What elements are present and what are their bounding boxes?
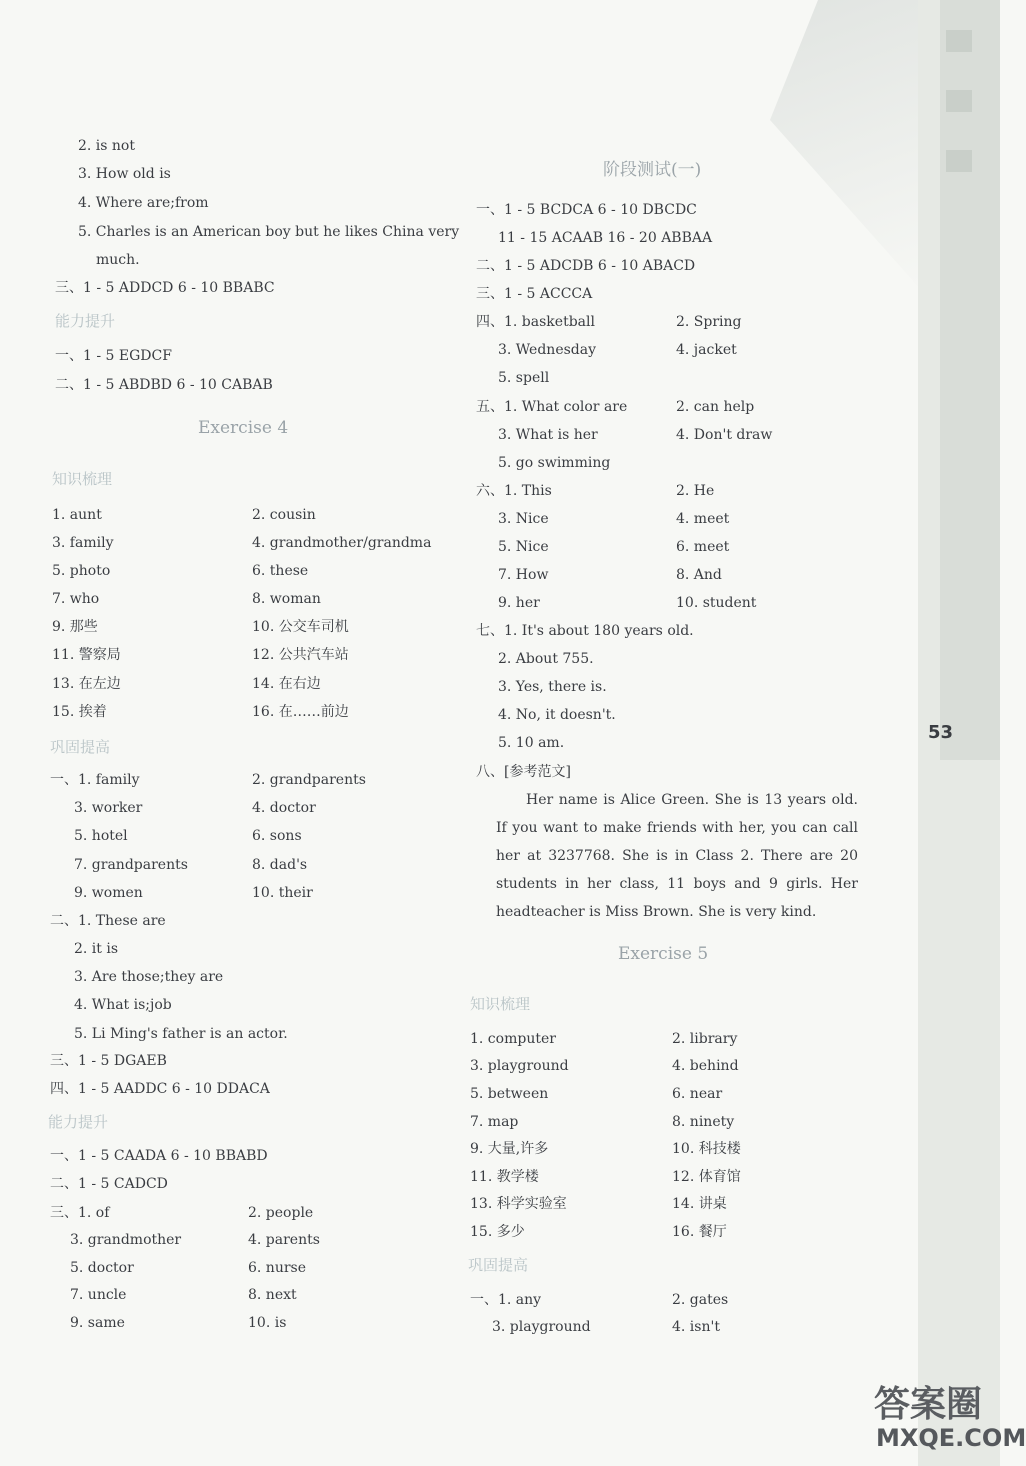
answer-line: 5. spell: [498, 370, 550, 386]
answer-line: 3. Are those;they are: [74, 969, 224, 985]
answer-line: 2. it is: [74, 941, 119, 957]
answer-line: 5. Charles is an American boy but he likes China very: [78, 224, 460, 240]
answer-line: 3. Wednesday: [498, 342, 597, 358]
vocab-item: 10. 科技楼: [672, 1141, 741, 1157]
answer-line: 三、1 - 5 ACCCA: [476, 286, 593, 302]
answer-line: 一、1. any: [470, 1292, 542, 1308]
vocab-item: 3. playground: [470, 1058, 569, 1074]
answer-line: 2. grandparents: [252, 772, 366, 788]
answer-line: 4. Don't draw: [676, 427, 773, 443]
answer-line: 2. He: [676, 483, 715, 499]
answer-line: 8. And: [676, 567, 722, 583]
answer-line: 4. What is;job: [74, 997, 172, 1013]
vocab-item: 2. cousin: [252, 507, 316, 523]
answer-line: 七、1. It's about 180 years old.: [476, 623, 694, 639]
vocab-item: 7. map: [470, 1114, 519, 1130]
section-label: 能力提升: [48, 1113, 109, 1131]
answer-line: 5. go swimming: [498, 455, 611, 471]
stage-test-title: 阶段测试(一): [603, 160, 702, 180]
answer-line: 7. How: [498, 567, 549, 583]
vocab-item: 8. ninety: [672, 1114, 735, 1130]
answer-line: 2. can help: [676, 399, 755, 415]
answer-line: 2. people: [248, 1205, 314, 1221]
answer-line: 4. No, it doesn't.: [498, 707, 616, 723]
vocab-item: 2. library: [672, 1031, 738, 1047]
vocab-item: 16. 餐厅: [672, 1224, 727, 1240]
answer-line: 9. women: [74, 885, 143, 901]
exercise-title: Exercise 4: [198, 418, 289, 438]
vocab-item: 4. grandmother/grandma: [252, 535, 432, 551]
vocab-item: 10. 公交车司机: [252, 619, 349, 635]
vocab-item: 11. 警察局: [52, 647, 121, 663]
answer-line: 9. her: [498, 595, 540, 611]
watermark-url: MXQE.COM: [876, 1424, 1026, 1452]
answer-line: 3. What is her: [498, 427, 598, 443]
vocab-item: 6. near: [672, 1086, 723, 1102]
answer-line: 二、1 - 5 ABDBD 6 - 10 CABAB: [55, 377, 273, 393]
answer-line: 3. How old is: [78, 166, 171, 182]
answer-line: 2. gates: [672, 1292, 729, 1308]
answer-line: 4. doctor: [252, 800, 316, 816]
answer-line: 8. dad's: [252, 857, 308, 873]
vocab-item: 4. behind: [672, 1058, 739, 1074]
answer-line: 2. About 755.: [498, 651, 594, 667]
answer-line: 5. 10 am.: [498, 735, 565, 751]
vocab-item: 7. who: [52, 591, 100, 607]
answer-line: 八、[参考范文]: [476, 764, 571, 780]
sample-essay: Her name is Alice Green. She is 13 years old. If you want to make friends with her, you can call her at 3237768. She is in Class 2. There are 20 students in her class, 11 boys and 9 girls. Her headteacher is Miss Brown. She is very kind.: [496, 792, 858, 920]
answer-line: 4. Where are;from: [78, 195, 209, 211]
answer-line: 三、1 - 5 ADDCD 6 - 10 BBABC: [55, 280, 275, 296]
vocab-item: 8. woman: [252, 591, 321, 607]
vocab-item: 16. 在……前边: [252, 704, 349, 720]
answer-line: 三、1. of: [50, 1205, 110, 1221]
answer-line: 3. playground: [492, 1319, 591, 1335]
vocab-item: 11. 教学楼: [470, 1169, 539, 1185]
answer-line: much.: [96, 252, 140, 268]
answer-line: 2. Spring: [676, 314, 742, 330]
answer-line: 一、1. family: [50, 772, 140, 788]
answer-line: 11 - 15 ACAAB 16 - 20 ABBAA: [498, 230, 713, 246]
answer-line: 10. is: [248, 1315, 287, 1331]
kite-decoration: [770, 0, 930, 300]
vocab-item: 12. 公共汽车站: [252, 647, 349, 663]
answer-line: 5. Li Ming's father is an actor.: [74, 1026, 288, 1042]
answer-line: 4. parents: [248, 1232, 320, 1248]
band-mark: [946, 30, 972, 52]
answer-line: 四、1 - 5 AADDC 6 - 10 DDACA: [50, 1081, 270, 1097]
answer-line: 5. Nice: [498, 539, 549, 555]
answer-line: 7. uncle: [70, 1287, 127, 1303]
exercise-title: Exercise 5: [618, 944, 709, 964]
watermark-logo: 答案圈: [874, 1384, 983, 1425]
vocab-item: 3. family: [52, 535, 114, 551]
answer-line: 二、1 - 5 ADCDB 6 - 10 ABACD: [476, 258, 696, 274]
band-mark: [946, 90, 972, 112]
answer-line: 4. jacket: [676, 342, 737, 358]
answer-line: 五、1. What color are: [476, 399, 628, 415]
answer-line: 二、1. These are: [50, 913, 166, 929]
vocab-item: 14. 讲桌: [672, 1196, 727, 1212]
answer-line: 四、1. basketball: [476, 314, 595, 330]
answer-line: 一、1 - 5 BCDCA 6 - 10 DBCDC: [476, 202, 697, 218]
answer-line: 二、1 - 5 CADCD: [50, 1176, 168, 1192]
answer-line: 4. meet: [676, 511, 730, 527]
answer-line: 三、1 - 5 DGAEB: [50, 1053, 167, 1069]
section-label: 巩固提高: [468, 1256, 529, 1274]
answer-line: 一、1 - 5 EGDCF: [55, 348, 172, 364]
answer-line: 3. grandmother: [70, 1232, 182, 1248]
answer-line: 7. grandparents: [74, 857, 188, 873]
vocab-item: 15. 多少: [470, 1224, 525, 1240]
vocab-item: 13. 科学实验室: [470, 1196, 567, 1212]
answer-line: 3. worker: [74, 800, 143, 816]
answer-line: 六、1. This: [476, 483, 552, 499]
answer-line: 5. doctor: [70, 1260, 134, 1276]
answer-line: 2. is not: [78, 138, 135, 154]
vocab-item: 1. computer: [470, 1031, 556, 1047]
section-label: 能力提升: [55, 312, 116, 330]
vocab-item: 15. 挨着: [52, 704, 107, 720]
answer-line: 6. sons: [252, 828, 302, 844]
vocab-item: 5. photo: [52, 563, 111, 579]
vocab-item: 5. between: [470, 1086, 549, 1102]
band-mark: [946, 150, 972, 172]
section-label: 巩固提高: [50, 738, 111, 756]
vocab-item: 12. 体育馆: [672, 1169, 741, 1185]
vocab-item: 14. 在右边: [252, 676, 321, 692]
answer-line: 4. isn't: [672, 1319, 720, 1335]
vocab-item: 6. these: [252, 563, 309, 579]
page-number: 53: [928, 722, 954, 743]
answer-line: 一、1 - 5 CAADA 6 - 10 BBABD: [50, 1148, 268, 1164]
answer-line: 10. student: [676, 595, 757, 611]
answer-line: 5. hotel: [74, 828, 128, 844]
right-margin-dark-band: [940, 0, 1000, 760]
answer-line: 3. Yes, there is.: [498, 679, 607, 695]
answer-line: 6. nurse: [248, 1260, 307, 1276]
vocab-item: 1. aunt: [52, 507, 102, 523]
answer-line: 9. same: [70, 1315, 125, 1331]
vocab-item: 9. 那些: [52, 619, 98, 635]
answer-line: 6. meet: [676, 539, 730, 555]
answer-line: 8. next: [248, 1287, 297, 1303]
section-label: 知识梳理: [470, 995, 531, 1013]
answer-line: 3. Nice: [498, 511, 549, 527]
answer-line: 10. their: [252, 885, 313, 901]
vocab-item: 9. 大量,许多: [470, 1141, 549, 1157]
vocab-item: 13. 在左边: [52, 676, 121, 692]
section-label: 知识梳理: [52, 470, 113, 488]
